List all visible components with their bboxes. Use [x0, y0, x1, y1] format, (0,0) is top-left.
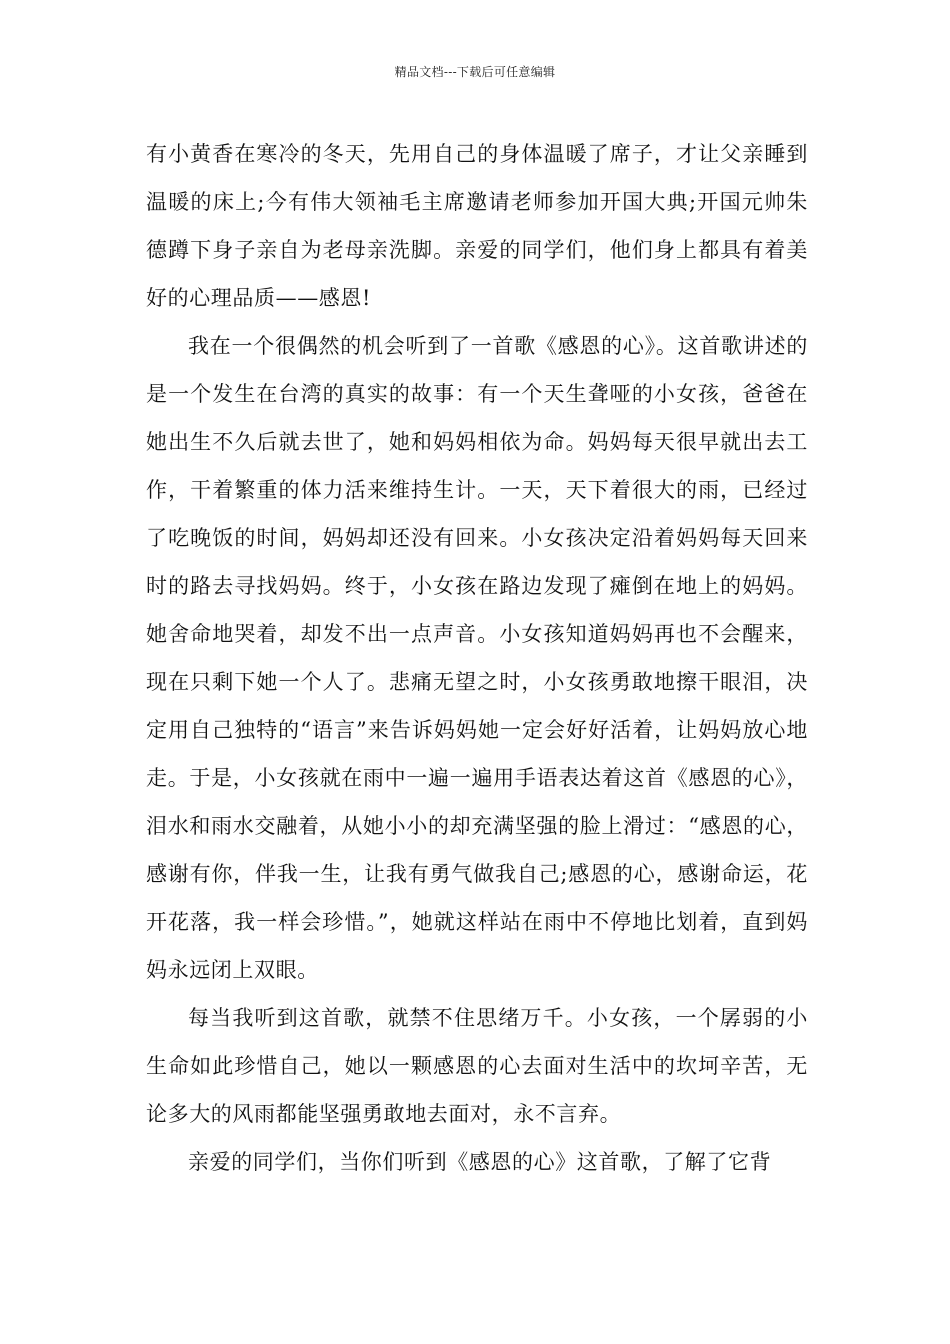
- paragraph: 我在一个很偶然的机会听到了一首歌《感恩的心》。这首歌讲述的是一个发生在台湾的真实的故事：有一个天生聋哑的小女孩，爸爸在她出生不久后就去世了，她和妈妈相依为命。妈妈每天很早就出去工作，干着繁重的体力活来维持生计。一天，天下着很大的雨，已经过了吃晚饭的时间，妈妈却还没有回来。小女孩决定沿着妈妈每天回来时的路去寻找妈妈。终于，小女孩在路边发现了瘫倒在地上的妈妈。她舍命地哭着，却发不出一点声音。小女孩知道妈妈再也不会醒来，现在只剩下她一个人了。悲痛无望之时，小女孩勇敢地擦干眼泪，决定用自己独特的“语言”来告诉妈妈她一定会好好活着，让妈妈放心地走。于是，小女孩就在雨中一遍一遍用手语表达着这首《感恩的心》，泪水和雨水交融着，从她小小的却充满坚强的脸上滑过：“感恩的心，感谢有你，伴我一生，让我有勇气做我自己;感恩的心，感谢命运，花开花落，我一样会珍惜。”，她就这样站在雨中不停地比划着，直到妈妈永远闭上双眼。: [146, 334, 808, 982]
- paragraph: 亲爱的同学们，当你们听到《感恩的心》这首歌，了解了它背: [188, 1150, 772, 1174]
- page-header: 精品文档---下载后可任意编辑: [394, 65, 556, 79]
- document-body: [146, 130, 808, 1186]
- paragraph: 每当我听到这首歌，就禁不住思绪万千。小女孩，一个孱弱的小生命如此珍惜自己，她以一颗感恩的心去面对生活中的坎坷辛苦，无论多大的风雨都能坚强勇敢地去面对，永不言弃。: [146, 1006, 808, 1126]
- paragraph: 有小黄香在寒冷的冬天，先用自己的身体温暖了席子，才让父亲睡到温暖的床上;今有伟大领袖毛主席邀请老师参加开国大典;开国元帅朱德蹲下身子亲自为老母亲洗脚。亲爱的同学们，他们身上都具有着美好的心理品质——感恩!: [146, 142, 808, 310]
